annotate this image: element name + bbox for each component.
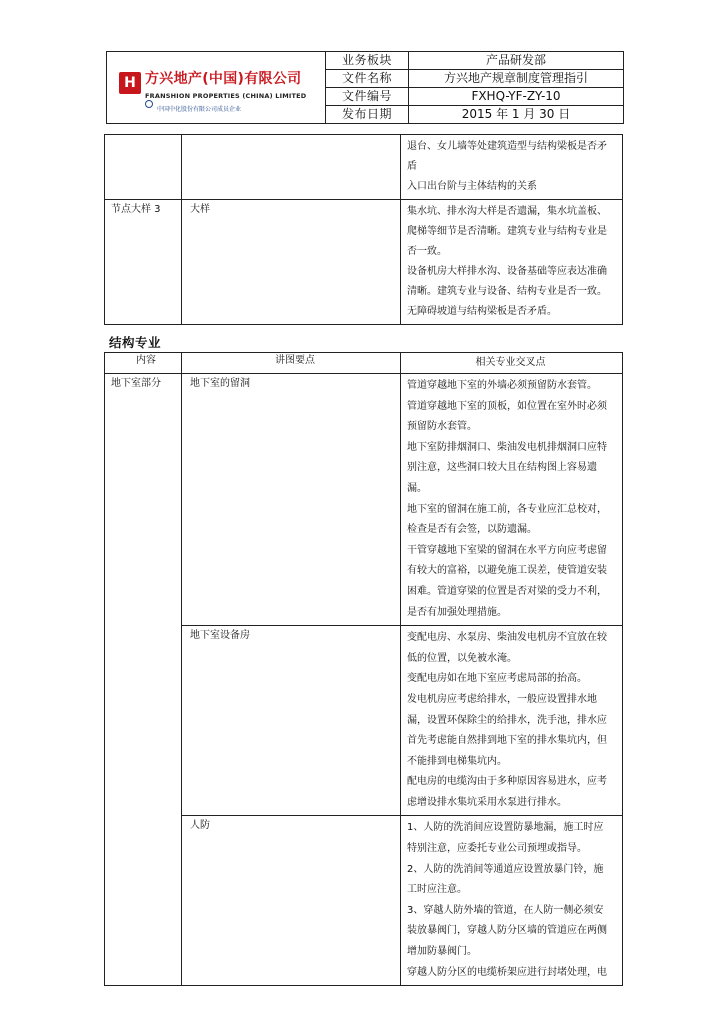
cell-line: 特别注意，应委托专业公司预埋或指导。 xyxy=(407,843,587,855)
company-name-en: FRANSHION PROPERTIES (CHINA) LIMITED xyxy=(145,91,307,100)
header-label: 文件编号 xyxy=(326,88,409,106)
cell-line: 漏。 xyxy=(407,482,427,494)
cell-line: 别注意，这些洞口较大且在结构图上容易遗 xyxy=(407,462,597,474)
point-cell: 人防 xyxy=(182,816,401,986)
header-label: 发布日期 xyxy=(326,106,409,124)
column-header: 内容 xyxy=(105,353,182,374)
point-cell xyxy=(182,135,401,200)
cross-discipline-cell xyxy=(401,135,623,200)
cell-line: 配电房的电缆沟由于多种原因容易进水，应考 xyxy=(407,776,607,788)
structure-table xyxy=(104,352,623,986)
cell-line: 检查是否有会签，以防遗漏。 xyxy=(407,524,537,536)
cell-line: 入口出台阶与主体结构的关系 xyxy=(407,181,537,192)
table-row xyxy=(105,816,623,986)
cell-line: 爬梯等细节是否清晰。建筑专业与结构专业是 xyxy=(407,226,607,237)
header-value: FXHQ-YF-ZY-10 xyxy=(409,88,624,106)
cell-line: 低的位置，以免被水淹。 xyxy=(407,652,517,664)
point-cell: 地下室设备房 xyxy=(182,626,401,816)
table-row xyxy=(105,626,623,816)
cell-line: 3、穿越人防外墙的管道，在人防一侧必须安 xyxy=(407,904,604,916)
table-row xyxy=(105,200,623,325)
architecture-table xyxy=(104,134,623,325)
cell-line: 管道穿越地下室的外墙必须预留防水套管。 xyxy=(407,380,597,391)
cell-line: 退台、女儿墙等处建筑造型与结构梁板是否矛 xyxy=(407,141,607,152)
cell-line: 有较大的富裕，以避免施工误差，使管道安装 xyxy=(407,565,607,577)
cross-discipline-cell xyxy=(401,816,623,986)
cell-line: 是否有加强处理措施。 xyxy=(407,606,507,618)
header-label: 文件名称 xyxy=(326,70,409,88)
cell-line: 困难。管道穿梁的位置是否对梁的受力不利， xyxy=(407,585,607,597)
cell-line: 发电机房应考虑给排水，一般应设置排水地 xyxy=(407,693,597,705)
cell-line: 设备机房大样排水沟、设备基础等应表达准确 xyxy=(407,266,607,277)
cell-line: 地下室的留洞在施工前，各专业应汇总校对， xyxy=(407,503,607,515)
cell-line: 穿越人防分区的电缆桥架应进行封堵处理，电 xyxy=(407,966,607,978)
cell-line: 首先考虑能自然排到地下室的排水集坑内，但 xyxy=(407,735,607,747)
cell-line: 地下室防排烟洞口、柴油发电机排烟洞口应特 xyxy=(407,441,607,453)
cross-discipline-cell xyxy=(401,626,623,816)
cell-line: 不能排到电梯集坑内。 xyxy=(407,755,507,767)
sinochem-icon xyxy=(145,100,153,108)
cell-line: 预留防水套管。 xyxy=(407,421,477,433)
cell-line: 变配电房如在地下室应考虑局部的抬高。 xyxy=(407,673,587,685)
cross-discipline-cell xyxy=(401,374,623,626)
cross-discipline-cell xyxy=(401,200,623,325)
cell-line: 虑增设排水集坑采用水泵进行排水。 xyxy=(407,796,567,808)
header-value: 2015 年 1 月 30 日 xyxy=(409,106,624,124)
point-cell: 地下室的留洞 xyxy=(182,374,401,626)
cell-line: 清晰。建筑专业与设备、结构专业是否一致。 xyxy=(407,286,607,297)
table-row xyxy=(105,135,623,200)
cell-line: 否一致。 xyxy=(407,246,447,257)
content-cell: 节点大样 3 xyxy=(105,200,182,325)
content-cell: 地下室部分 xyxy=(105,374,182,986)
company-name-cn: 方兴地产(中国)有限公司 xyxy=(145,70,302,87)
column-header: 讲图要点 xyxy=(182,353,401,374)
cell-line: 2、人防的洗消间等通道应设置放暴门铃，施 xyxy=(407,863,604,875)
document-header xyxy=(106,51,624,124)
cell-line: 集水坑、排水沟大样是否遗漏，集水坑盖板、 xyxy=(407,206,607,217)
cell-line: 管道穿越地下室的顶板，如位置在室外时必须 xyxy=(407,400,607,412)
cell-line: 盾 xyxy=(407,161,417,172)
cell-line: 变配电房、水泵房、柴油发电机房不宜放在较 xyxy=(407,632,607,644)
company-logo-cell xyxy=(107,52,326,124)
cell-line: 无障碍坡道与结构梁板是否矛盾。 xyxy=(407,306,557,317)
company-subtitle: 中国中化股份有限公司成员企业 xyxy=(157,105,242,113)
table-header-row xyxy=(105,353,623,374)
header-value: 方兴地产规章制度管理指引 xyxy=(409,70,624,88)
cell-line: 工时应注意。 xyxy=(407,884,467,896)
cell-line: 漏，设置环保除尘的给排水，洗手池，排水应 xyxy=(407,714,607,726)
content-cell xyxy=(105,135,182,200)
cell-line: 1、人防的洗消间应设置防暴地漏，施工时应 xyxy=(407,822,604,834)
header-value: 产品研发部 xyxy=(409,52,624,70)
cell-line: 干管穿越地下室梁的留洞在水平方向应考虑留 xyxy=(407,544,607,556)
section-title: 结构专业 xyxy=(109,335,162,350)
table-row xyxy=(105,374,623,626)
header-label: 业务板块 xyxy=(326,52,409,70)
cell-line: 装放暴阀门，穿越人防分区墙的管道应在两侧 xyxy=(407,925,607,937)
point-cell: 大样 xyxy=(182,200,401,325)
cell-line: 增加防暴阀门。 xyxy=(407,946,477,958)
company-logo-icon: H xyxy=(119,72,141,94)
column-header: 相关专业交叉点 xyxy=(401,353,623,374)
